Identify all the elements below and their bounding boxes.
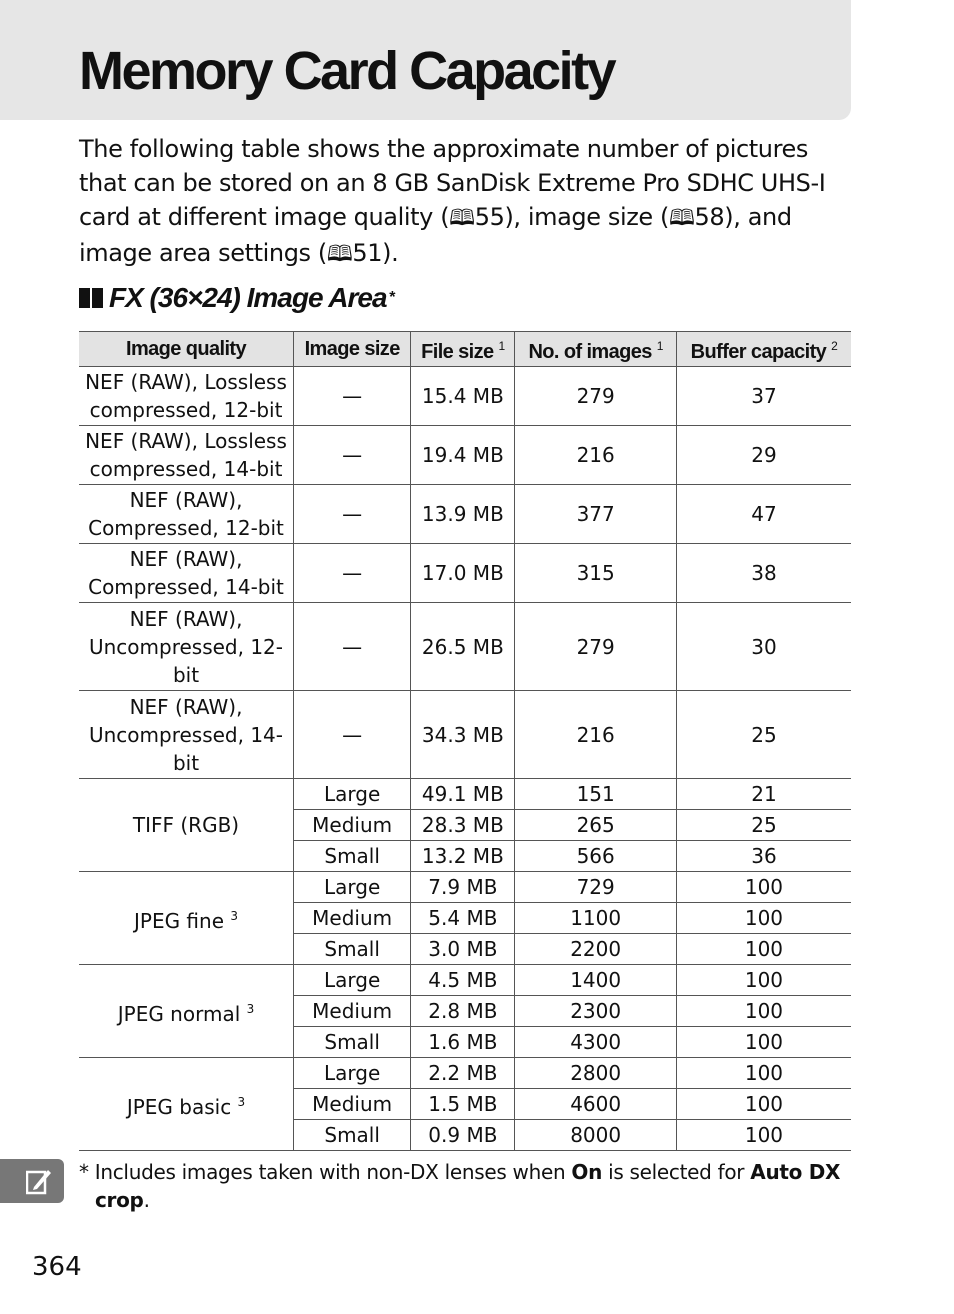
cell-quality-group: JPEG basic $^3$ — [79, 1058, 294, 1151]
page-ref[interactable]: 58 — [694, 203, 725, 231]
cell-buffer: 100 — [676, 872, 851, 903]
cell-buffer: 100 — [676, 1058, 851, 1089]
pencil-note-icon — [26, 1167, 52, 1195]
page-ref[interactable]: 55 — [474, 203, 505, 231]
cell-buffer: 100 — [676, 996, 851, 1027]
table-row — [79, 367, 851, 426]
cell-size: Large — [294, 779, 411, 810]
cell-buffer: 36 — [676, 841, 851, 872]
cell-filesize: 1.5 MB — [411, 1089, 515, 1120]
table-row — [79, 485, 851, 544]
footnote-bold-auto-dx-crop: Auto DX crop — [95, 1160, 841, 1212]
cell-buffer: 25 — [676, 810, 851, 841]
footnote-bold-on: On — [571, 1160, 603, 1184]
cell-buffer: 100 — [676, 903, 851, 934]
cell-filesize: 1.6 MB — [411, 1027, 515, 1058]
table-row — [79, 779, 851, 810]
cell-size: Medium — [294, 1089, 411, 1120]
cell-images: 2200 — [515, 934, 676, 965]
cell-buffer: 100 — [676, 1120, 851, 1151]
cell-images: 1400 — [515, 965, 676, 996]
cell-quality-group: JPEG fine $^3$ — [79, 872, 294, 965]
cell-buffer: 37 — [676, 367, 851, 426]
cell-filesize: 13.2 MB — [411, 841, 515, 872]
cell-filesize: 2.8 MB — [411, 996, 515, 1027]
table-row — [79, 872, 851, 903]
intro-text: ). — [382, 239, 399, 267]
cell-buffer: 100 — [676, 934, 851, 965]
footnote-mark: * — [79, 1160, 89, 1184]
cell-size: Medium — [294, 996, 411, 1027]
cell-size: — — [294, 603, 411, 691]
cell-buffer: 29 — [676, 426, 851, 485]
section-footnote-mark: * — [388, 289, 394, 306]
cell-filesize: 19.4 MB — [411, 426, 515, 485]
cell-buffer: 100 — [676, 1027, 851, 1058]
cell-images: 729 — [515, 872, 676, 903]
cell-buffer: 25 — [676, 691, 851, 779]
cell-size: Large — [294, 872, 411, 903]
header-file-size: File size $^1$ — [411, 332, 515, 367]
header-buffer-capacity: Buffer capacity $^2$ — [676, 332, 851, 367]
cell-size: Medium — [294, 903, 411, 934]
intro-text: ), image size ( — [504, 203, 669, 231]
cell-quality: NEF (RAW), Uncompressed, 14-bit — [79, 691, 294, 779]
cell-filesize: 2.2 MB — [411, 1058, 515, 1089]
cell-filesize: 4.5 MB — [411, 965, 515, 996]
cell-filesize: 3.0 MB — [411, 934, 515, 965]
open-book-icon: 🕮 — [669, 206, 695, 231]
cell-images: 2800 — [515, 1058, 676, 1089]
open-book-icon: 🕮 — [326, 242, 353, 267]
cell-quality: NEF (RAW), Compressed, 12-bit — [79, 485, 294, 544]
cell-buffer: 100 — [676, 1089, 851, 1120]
cell-filesize: 7.9 MB — [411, 872, 515, 903]
cell-quality-group: JPEG normal $^3$ — [79, 965, 294, 1058]
cell-quality: NEF (RAW), Compressed, 14-bit — [79, 544, 294, 603]
header-image-quality: Image quality — [79, 332, 294, 367]
page-number: 364 — [32, 1252, 82, 1282]
cell-quality: NEF (RAW), Uncompressed, 12-bit — [79, 603, 294, 691]
table-row — [79, 691, 851, 779]
table-row — [79, 603, 851, 691]
cell-size: Large — [294, 965, 411, 996]
cell-size: — — [294, 485, 411, 544]
cell-quality: NEF (RAW), Lossless compressed, 14-bit — [79, 426, 294, 485]
cell-filesize: 28.3 MB — [411, 810, 515, 841]
cell-images: 279 — [515, 367, 676, 426]
section-heading — [79, 282, 394, 314]
cell-filesize: 15.4 MB — [411, 367, 515, 426]
intro-text: ), and image area settings ( — [79, 203, 792, 267]
cell-size: Small — [294, 934, 411, 965]
cell-buffer: 47 — [676, 485, 851, 544]
cell-images: 216 — [515, 426, 676, 485]
table-row — [79, 544, 851, 603]
cell-filesize: 13.9 MB — [411, 485, 515, 544]
cell-images: 279 — [515, 603, 676, 691]
footnote: * Includes images taken with non-DX lenses when On is selected for Auto DX crop. — [79, 1160, 841, 1212]
header-image-size: Image size — [294, 332, 411, 367]
table-header-row — [79, 332, 851, 367]
cell-images: 2300 — [515, 996, 676, 1027]
cell-quality: NEF (RAW), Lossless compressed, 12-bit — [79, 367, 294, 426]
page-title: Memory Card Capacity — [79, 41, 615, 101]
intro-text: The following table shows the approximate number of pictures that can be stored on an 8 GB SanDisk Extreme Pro SDHC UHS-I card at different image quality ( — [79, 135, 826, 231]
cell-buffer: 21 — [676, 779, 851, 810]
cell-images: 4300 — [515, 1027, 676, 1058]
section-title: FX (36×24) Image Area — [109, 282, 387, 313]
note-tab[interactable] — [0, 1159, 64, 1203]
cell-filesize: 0.9 MB — [411, 1120, 515, 1151]
cell-filesize: 34.3 MB — [411, 691, 515, 779]
page-ref[interactable]: 51 — [352, 239, 383, 267]
cell-images: 377 — [515, 485, 676, 544]
cell-filesize: 17.0 MB — [411, 544, 515, 603]
table-row — [79, 426, 851, 485]
cell-images: 4600 — [515, 1089, 676, 1120]
table-row — [79, 1058, 851, 1089]
cell-filesize: 26.5 MB — [411, 603, 515, 691]
cell-size: Large — [294, 1058, 411, 1089]
cell-images: 566 — [515, 841, 676, 872]
cell-buffer: 38 — [676, 544, 851, 603]
cell-images: 151 — [515, 779, 676, 810]
cell-size: Small — [294, 1120, 411, 1151]
cell-size: — — [294, 544, 411, 603]
cell-size: Small — [294, 841, 411, 872]
cell-filesize: 5.4 MB — [411, 903, 515, 934]
cell-images: 216 — [515, 691, 676, 779]
cell-quality-group: TIFF (RGB) — [79, 779, 294, 872]
cell-filesize: 49.1 MB — [411, 779, 515, 810]
table-row — [79, 965, 851, 996]
cell-buffer: 100 — [676, 965, 851, 996]
cell-images: 8000 — [515, 1120, 676, 1151]
cell-size: — — [294, 426, 411, 485]
cell-images: 1100 — [515, 903, 676, 934]
intro-paragraph — [79, 132, 839, 272]
cell-size: Small — [294, 1027, 411, 1058]
cell-buffer: 30 — [676, 603, 851, 691]
section-marker-icon — [79, 288, 103, 308]
cell-size: — — [294, 367, 411, 426]
cell-size: — — [294, 691, 411, 779]
cell-images: 265 — [515, 810, 676, 841]
open-book-icon: 🕮 — [449, 206, 475, 231]
capacity-table — [79, 331, 851, 1151]
cell-images: 315 — [515, 544, 676, 603]
cell-size: Medium — [294, 810, 411, 841]
header-no-of-images: No. of images $^1$ — [515, 332, 676, 367]
